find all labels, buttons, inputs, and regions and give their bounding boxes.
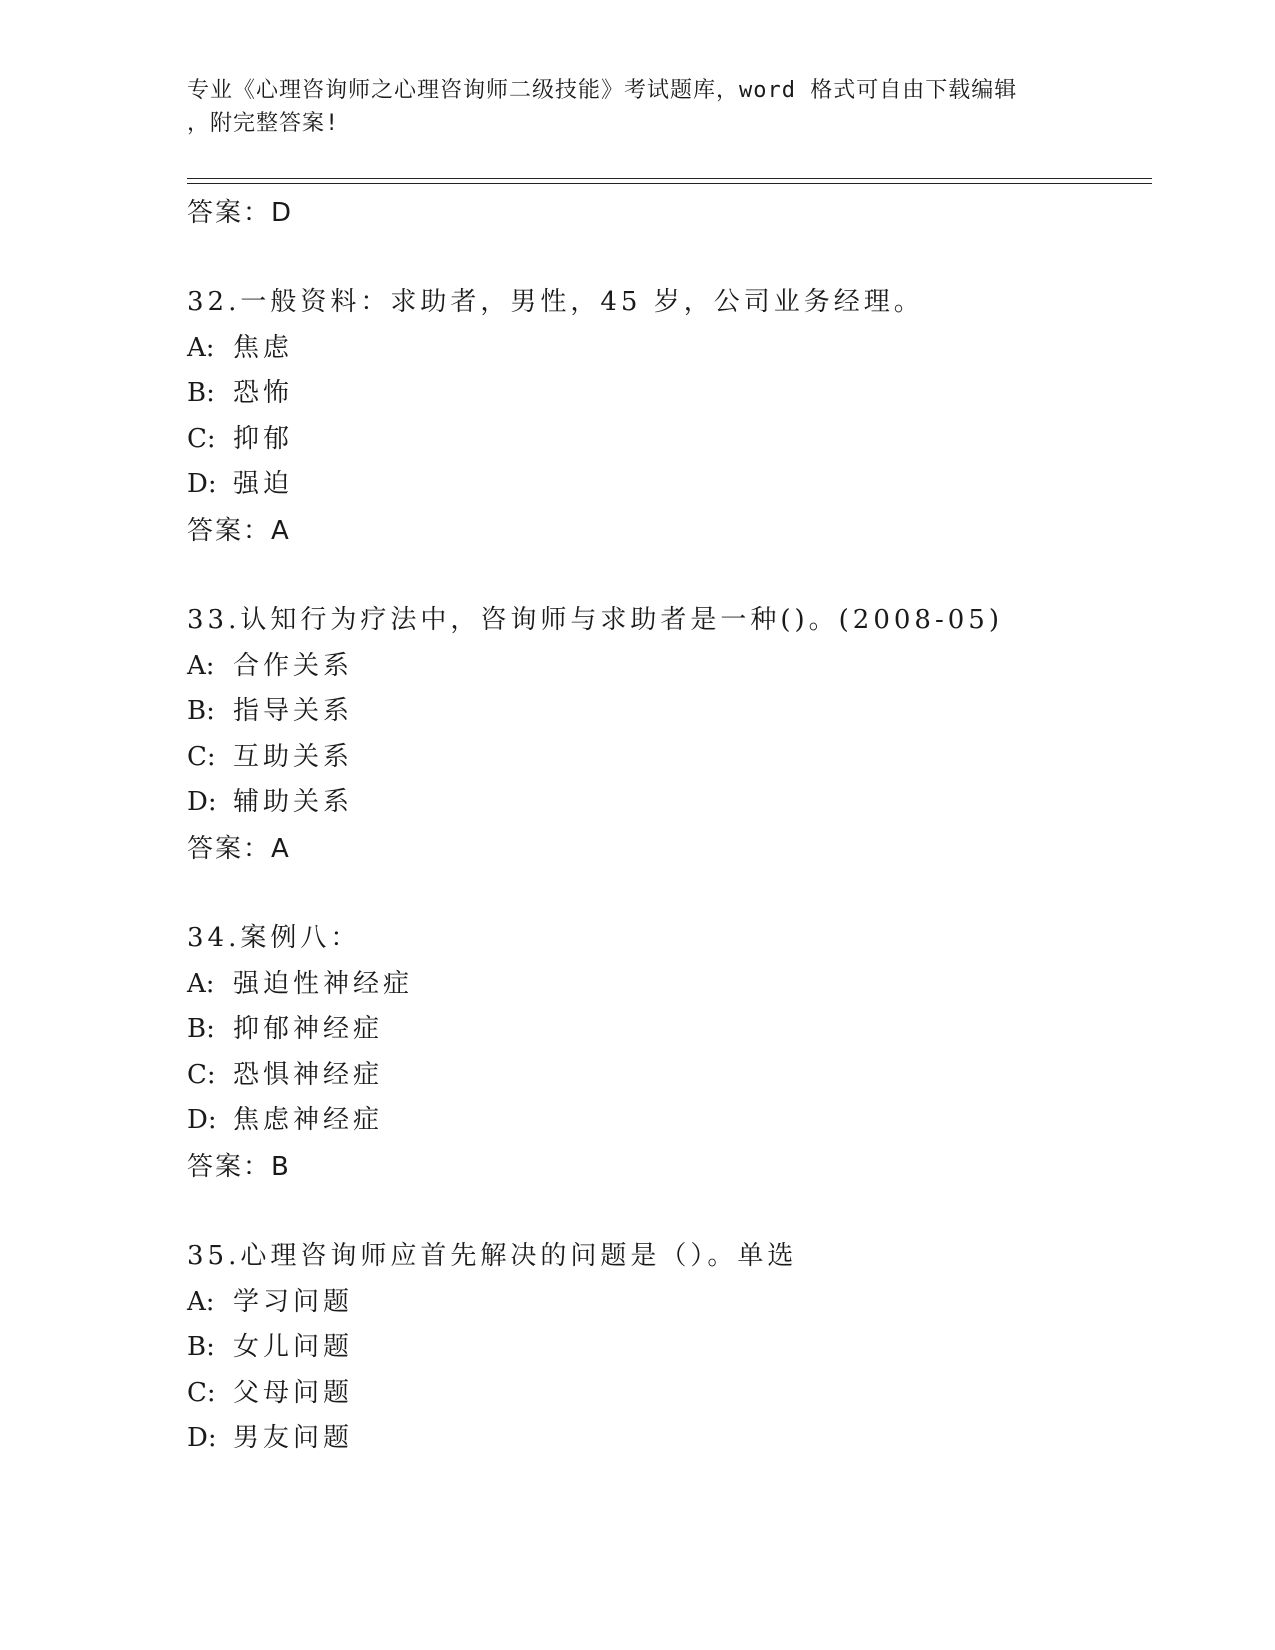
option-text: 父母问题 [233, 1377, 354, 1408]
option-letter: C: [187, 1377, 216, 1408]
option-letter: A: [187, 1286, 215, 1317]
option-text: 恐怖 [233, 378, 294, 409]
option-letter: D: [187, 787, 217, 818]
option-letter: A: [187, 650, 215, 681]
question-35 [187, 1234, 1152, 1462]
header-title-line2: ，附完整答案! [187, 111, 340, 136]
option-text: 女儿问题 [233, 1332, 354, 1363]
question-stem: 33.认知行为疗法中，咨询师与求助者是一种()。(2008-05) [187, 604, 1003, 635]
option-text: 抑郁 [233, 423, 294, 454]
page-header [187, 74, 1067, 140]
option-text: 强迫 [233, 469, 294, 500]
option-b [187, 371, 1152, 417]
question-34 [187, 916, 1152, 1190]
option-text: 合作关系 [233, 650, 354, 681]
option-c [187, 1053, 1152, 1099]
option-letter: A: [187, 968, 215, 999]
option-letter: C: [187, 423, 216, 454]
option-letter: D: [187, 469, 217, 500]
option-d [187, 462, 1152, 508]
option-text: 焦虑 [233, 332, 294, 363]
answer-34: 答案：B [187, 1151, 291, 1182]
option-a [187, 326, 1152, 372]
option-letter: B: [187, 696, 215, 727]
option-a [187, 644, 1152, 690]
question-list [187, 190, 1152, 1462]
option-text: 互助关系 [233, 741, 354, 772]
option-a [187, 962, 1152, 1008]
option-b [187, 1325, 1152, 1371]
option-letter: B: [187, 1332, 215, 1363]
option-letter: A: [187, 332, 215, 363]
option-text: 强迫性神经症 [233, 968, 414, 999]
option-text: 辅助关系 [233, 787, 354, 818]
option-letter: D: [187, 1423, 217, 1454]
option-d [187, 1098, 1152, 1144]
option-b [187, 1007, 1152, 1053]
question-stem: 34.案例八： [187, 922, 361, 953]
answer-31: 答案：D [187, 198, 294, 228]
option-text: 焦虑神经症 [233, 1105, 384, 1136]
option-letter: D: [187, 1105, 217, 1136]
option-a [187, 1280, 1152, 1326]
option-text: 学习问题 [233, 1286, 354, 1317]
option-b [187, 689, 1152, 735]
option-text: 恐惧神经症 [233, 1059, 384, 1090]
option-text: 抑郁神经症 [233, 1014, 384, 1045]
option-letter: B: [187, 1014, 215, 1045]
option-letter: C: [187, 741, 216, 772]
option-text: 男友问题 [233, 1423, 354, 1454]
option-d [187, 780, 1152, 826]
option-letter: B: [187, 378, 215, 409]
answer-33: 答案：A [187, 833, 291, 864]
question-32 [187, 280, 1152, 554]
header-title-line1: 专业《心理咨询师之心理咨询师二级技能》考试题库，word 格式可自由下载编辑 [187, 78, 1018, 103]
option-text: 指导关系 [233, 696, 354, 727]
question-stem: 32.一般资料：求助者，男性，45 岁，公司业务经理。 [187, 287, 924, 317]
question-33 [187, 598, 1152, 872]
answer-32: 答案：A [187, 515, 291, 546]
option-d [187, 1416, 1152, 1462]
option-letter: C: [187, 1059, 216, 1090]
header-divider [187, 178, 1152, 184]
option-c [187, 735, 1152, 781]
question-stem: 35.心理咨询师应首先解决的问题是（）。单选 [187, 1240, 798, 1271]
option-c [187, 417, 1152, 463]
option-c [187, 1371, 1152, 1417]
